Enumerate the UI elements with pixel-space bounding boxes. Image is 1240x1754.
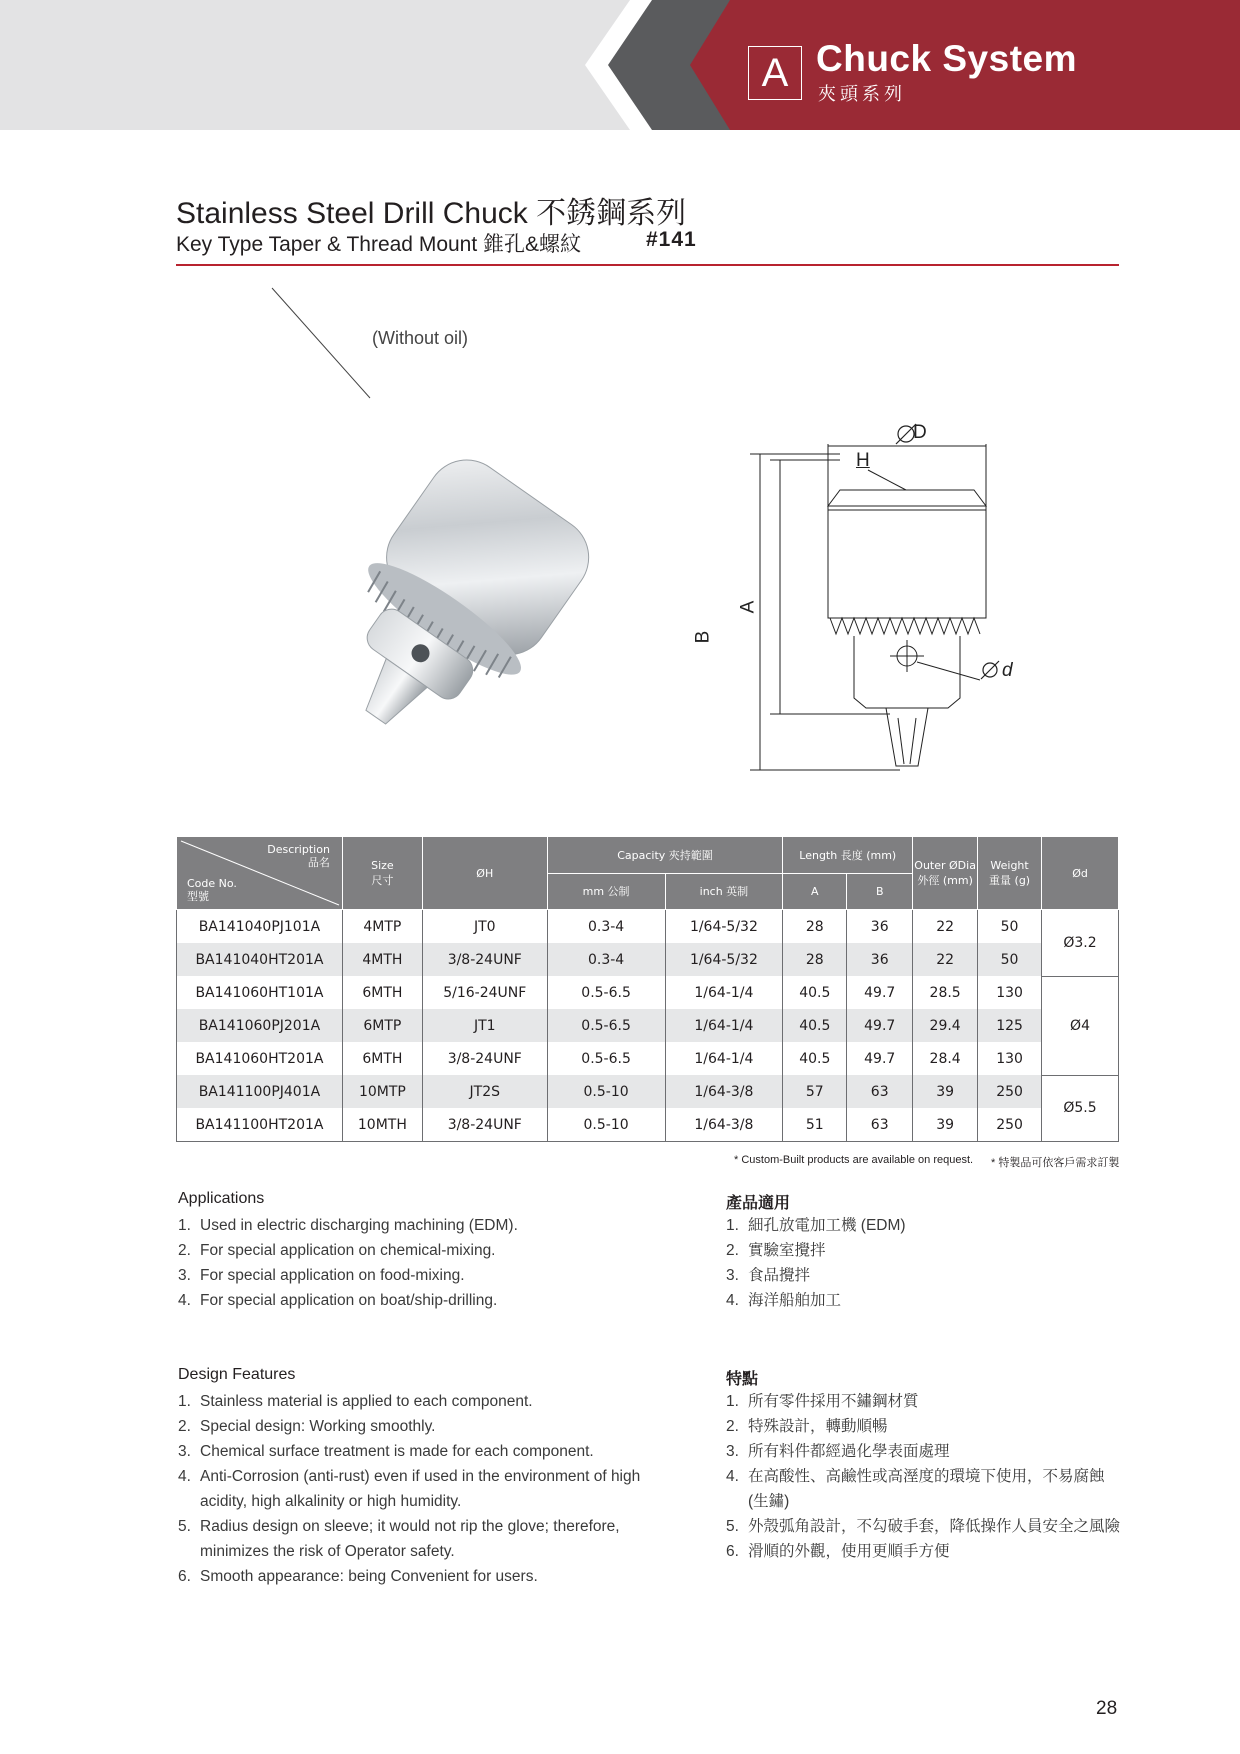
note-leader-line	[260, 280, 380, 402]
list-item: 3. 所有料件都經過化學表面處理	[726, 1443, 950, 1460]
dimension-b-label: B	[692, 630, 714, 644]
list-item: 3. 食品攪拌	[726, 1267, 811, 1284]
list-item: 1. 所有零件採用不鏽鋼材質	[726, 1393, 919, 1410]
length-header: Length 長度 (mm)	[783, 837, 913, 874]
list-item: 3. Chemical surface treatment is made for each component.	[178, 1443, 594, 1460]
list-item: 3. For special application on food-mixing.	[178, 1267, 465, 1284]
dimension-d-label: D	[913, 422, 927, 443]
page-subtitle: Key Type Taper & Thread Mount 錐孔&螺紋	[176, 233, 582, 256]
list-item: 4. 海洋船舶加工	[726, 1292, 842, 1309]
section-subtitle-cn: 夾頭系列	[818, 84, 906, 104]
a-header: A	[783, 873, 847, 910]
table-row: BA141040HT201A 4MTH 3/8-24UNF 0.3-4 1/64-5/32 28 36 22 50	[177, 943, 1119, 976]
table-row: BA141040PJ101A 4MTP JT0 0.3-4 1/64-5/32 28 36 22 50 Ø3.2	[177, 910, 1119, 944]
model-number: #141	[646, 228, 697, 251]
dimension-a-label: A	[737, 600, 759, 614]
table-row: BA141060HT101A 6MTH 5/16-24UNF 0.5-6.5 1/64-1/4 40.5 49.7 28.5 130 Ø4	[177, 976, 1119, 1009]
spec-table	[176, 836, 1119, 1142]
list-item: 4. For special application on boat/ship-drilling.	[178, 1292, 498, 1309]
od-header: Ød	[1042, 837, 1119, 910]
applications-list	[178, 1213, 658, 1313]
custom-note-en: * Custom-Built products are available on request.	[734, 1154, 974, 1166]
mm-header: mm 公制	[547, 873, 665, 910]
capacity-header: Capacity 夾持範圍	[547, 837, 783, 874]
list-item: 4. 在高酸性、高鹼性或高溼度的環境下使用，不易腐蝕(生鏽)	[726, 1468, 1105, 1510]
description-label-cn: 品名	[307, 856, 330, 869]
list-item: 5. 外殼弧角設計，不勾破手套，降低操作人員安全之風險	[726, 1518, 1121, 1535]
weight-header: Weight 重量 (g)	[978, 837, 1042, 910]
od-group-1: Ø3.2	[1042, 910, 1119, 977]
list-item: 1. Stainless material is applied to each component.	[178, 1393, 533, 1410]
list-item: 6. 滑順的外觀，使用更順手方便	[726, 1543, 950, 1560]
chuck-dimension-drawing	[690, 418, 1010, 778]
list-item: 4. Anti-Corrosion (anti-rust) even if used in the environment of high acidity, high alkalinity or high humidity.	[178, 1468, 641, 1510]
applications-list-cn	[726, 1213, 1116, 1313]
list-item: 5. Radius design on sleeve; it would not rip the glove; therefore, minimizes the risk of Operator safety.	[178, 1518, 620, 1560]
title-divider	[176, 264, 1119, 266]
features-list-cn	[726, 1389, 1122, 1564]
applications-heading: Applications	[178, 1190, 265, 1207]
list-item: 1. 細孔放電加工機 (EDM)	[726, 1217, 906, 1234]
od-group-2: Ø4	[1042, 976, 1119, 1075]
list-item: 2. For special application on chemical-mixing.	[178, 1242, 496, 1259]
description-label: Description	[267, 843, 330, 856]
chuck-photo	[300, 440, 640, 760]
table-row: BA141100HT201A 10MTH 3/8-24UNF 0.5-10 1/64-3/8 51 63 39 250	[177, 1108, 1119, 1142]
page-title: Stainless Steel Drill Chuck 不銹鋼系列	[176, 197, 687, 230]
outer-dia-header: Outer ØDia 外徑 (mm)	[913, 837, 978, 910]
section-letter-badge: A	[748, 46, 802, 100]
size-header: Size 尺寸	[342, 837, 422, 910]
description-code-header	[177, 837, 343, 910]
table-row: BA141060PJ201A 6MTP JT1 0.5-6.5 1/64-1/4 40.5 49.7 29.4 125	[177, 1009, 1119, 1042]
custom-note-cn: * 特製品可依客戶需求訂製	[991, 1157, 1120, 1169]
table-row: BA141100PJ401A 10MTP JT2S 0.5-10 1/64-3/8 57 63 39 250 Ø5.5	[177, 1075, 1119, 1108]
list-item: 6. Smooth appearance: being Convenient for users.	[178, 1568, 538, 1585]
dimension-h-label: H	[856, 450, 870, 471]
list-item: 2. Special design: Working smoothly.	[178, 1418, 436, 1435]
applications-heading-cn: 產品適用	[726, 1195, 791, 1212]
code-no-label-cn: 型號	[187, 890, 209, 903]
table-row: BA141060HT201A 6MTH 3/8-24UNF 0.5-6.5 1/64-1/4 40.5 49.7 28.4 130	[177, 1042, 1119, 1075]
oh-header: ØH	[422, 837, 547, 910]
list-item: 2. 特殊設計，轉動順暢	[726, 1418, 888, 1435]
section-title: Chuck System	[816, 38, 1077, 79]
inch-header: inch 英制	[665, 873, 783, 910]
without-oil-note: (Without oil)	[372, 328, 469, 348]
page-number: 28	[1096, 1698, 1118, 1719]
features-heading-cn: 特點	[726, 1371, 759, 1388]
list-item: 1. Used in electric discharging machining (EDM).	[178, 1217, 518, 1234]
b-header: B	[847, 873, 913, 910]
features-heading: Design Features	[178, 1366, 296, 1383]
dimension-small-d-label: d	[1002, 660, 1013, 681]
list-item: 2. 實驗室攪拌	[726, 1242, 826, 1259]
od-group-3: Ø5.5	[1042, 1075, 1119, 1142]
features-list	[178, 1389, 654, 1589]
code-no-label: Code No.	[187, 877, 237, 890]
